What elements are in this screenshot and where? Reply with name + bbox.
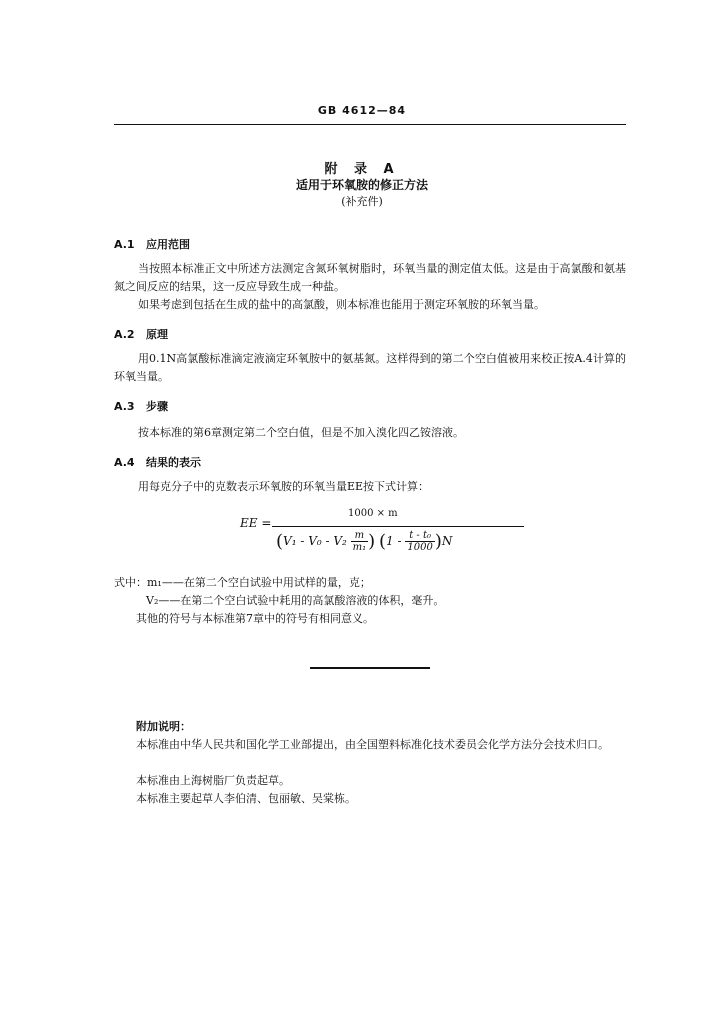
section-title: 步骤 (146, 400, 168, 413)
section-title: 结果的表示 (146, 456, 201, 469)
additional-line: 本标准主要起草人李伯清、包丽敏、吴棠栋。 (136, 792, 356, 805)
section-title: 应用范围 (146, 238, 190, 251)
additional-notes-title: 附加说明： (136, 720, 191, 733)
header-rule (114, 124, 626, 125)
standard-code: GB 4612—84 (317, 104, 407, 117)
section-number: A.4 (114, 456, 135, 469)
fraction-bar (272, 526, 524, 527)
section-number: A.2 (114, 328, 135, 341)
appendix-subtitle: 适用于环氧胺的修正方法 (295, 178, 428, 192)
section-heading-a2 (114, 326, 168, 342)
paragraph: 按本标准的第6章测定第二个空白值，但是不加入溴化四乙铵溶液。 (138, 426, 464, 439)
den-mid: 1 - (386, 534, 402, 548)
section-number: A.3 (114, 400, 135, 413)
section-title: 原理 (146, 328, 168, 341)
end-rule (310, 667, 430, 669)
definition-prefix: 式中： (114, 576, 147, 589)
formula-numerator: 1000 × m (348, 508, 398, 519)
definition-v2: V₂——在第二个空白试验中耗用的高氯酸溶液的体积，毫升。 (146, 594, 445, 607)
additional-line: 本标准由中华人民共和国化学工业部提出，由全国塑料标准化技术委员会化学方法分会技术归口。 (136, 738, 609, 751)
definition-m1: 式中：m₁——在第二个空白试验中用试样的量，克； (114, 576, 371, 589)
additional-line: 本标准由上海树脂厂负责起草。 (136, 774, 290, 787)
den-tail: N (441, 534, 453, 548)
paragraph: 如果考虑到包括在生成的盐中的高氯酸，则本标准也能用于测定环氧胺的环氧当量。 (138, 298, 545, 311)
formula-lhs: EE = (240, 516, 272, 530)
section-number: A.1 (114, 238, 135, 251)
den-fraction-1: $\frac{m}{\text{m₁}}$ (352, 530, 367, 553)
section-heading-a3 (114, 398, 168, 414)
den-v-terms: V₁ - V₀ - V₂ (283, 534, 347, 548)
equivalent-formula (232, 508, 532, 568)
appendix-note: (补充件) (341, 195, 383, 208)
section-heading-a1 (114, 236, 190, 252)
paragraph: 用每克分子中的克数表示环氧胺的环氧当量EE按下式计算： (138, 480, 430, 493)
section-heading-a4 (114, 454, 201, 470)
appendix-title: 附 录 A (324, 162, 400, 177)
formula-denominator: (V₁ - V₀ - V₂ $\frac{m}{\text{m₁}}$ ) (1 - $\frac{\text{t - t₀}}{1000}$ )N (276, 530, 453, 553)
paragraph: 当按照本标准正文中所述方法测定含氮环氧树脂时，环氧当量的测定值太低。这是由于高氯酸和氨基氮之间反应的结果，这一反应导致生成一种盐。 (114, 262, 626, 293)
definition-other: 其他的符号与本标准第7章中的符号有相同意义。 (136, 612, 374, 625)
paragraph: 用0.1N高氯酸标准滴定液滴定环氧胺中的氨基氮。这样得到的第二个空白值被用来校正按A.4计算的环氧当量。 (114, 352, 626, 383)
den-fraction-2: $\frac{\text{t - t₀}}{1000}$ (407, 530, 433, 553)
